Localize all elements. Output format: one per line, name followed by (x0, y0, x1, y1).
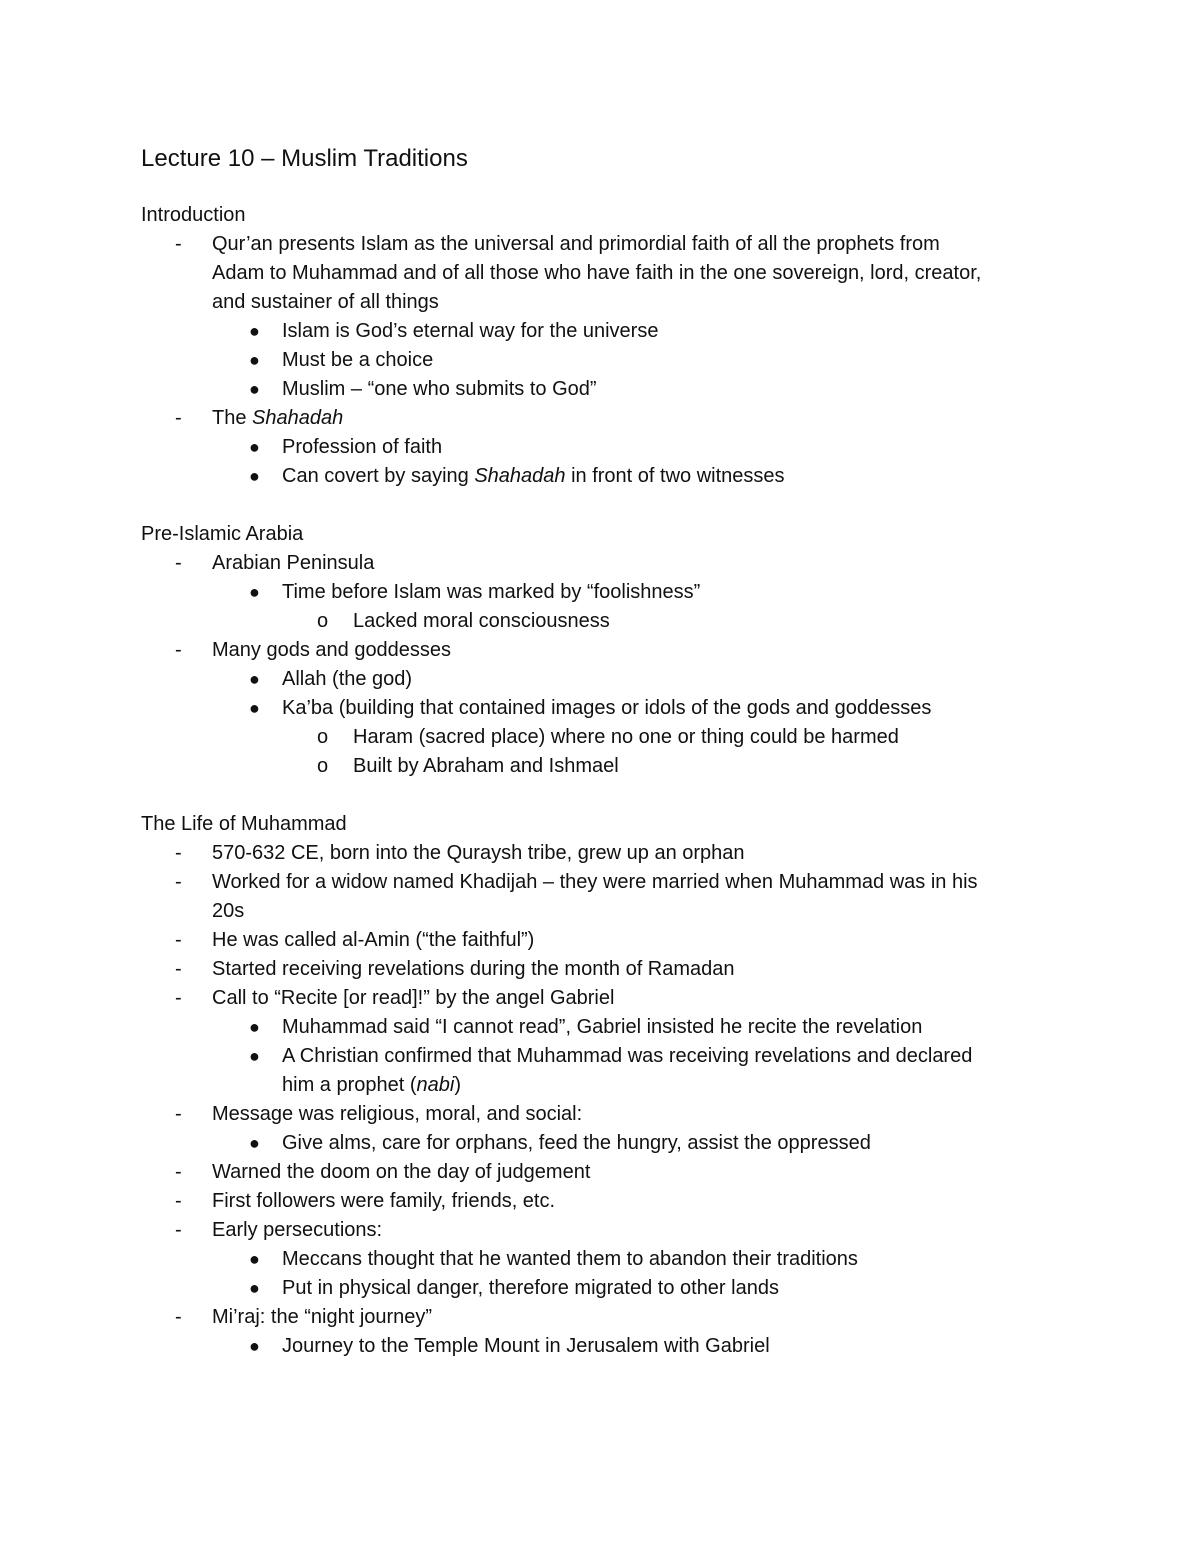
sub-list-item (141, 578, 1071, 607)
sub-list-item (141, 1274, 1071, 1303)
list-item (141, 955, 1071, 984)
line-text: Shahadah (474, 465, 566, 487)
bullet-marker: ● (249, 1278, 260, 1298)
list-item (141, 1216, 1071, 1245)
dash-marker: - (175, 1103, 182, 1125)
bullet-marker: ● (249, 1017, 260, 1037)
list-item (141, 868, 1071, 897)
line-text: Started receiving revelations during the month of Ramadan (212, 958, 735, 980)
list-item (141, 926, 1071, 955)
line-text: He was called al-Amin (“the faithful”) (212, 929, 535, 951)
circle-marker: o (317, 726, 329, 748)
section (141, 520, 1071, 781)
line-text: Worked for a widow named Khadijah – they were married when Muhammad was in his (212, 871, 978, 893)
line-text: nabi (416, 1074, 455, 1096)
line-text: Lacked moral consciousness (353, 610, 610, 632)
dash-marker: - (175, 1190, 182, 1212)
sub-list-item (141, 694, 1071, 723)
bullet-marker: ● (249, 1046, 260, 1066)
bullet-marker: ● (249, 379, 260, 399)
dash-marker: - (175, 639, 182, 661)
dash-marker: - (175, 552, 182, 574)
list-item (141, 1100, 1071, 1129)
line-text: in front of two witnesses (565, 465, 785, 487)
line-text: and sustainer of all things (212, 291, 439, 313)
list-item (141, 549, 1071, 578)
dash-marker: - (175, 871, 182, 893)
line-text: Many gods and goddesses (212, 639, 452, 661)
section (141, 810, 1071, 1361)
bullet-marker: ● (249, 1249, 260, 1269)
sub-list-item (141, 1071, 1071, 1100)
dash-marker: - (175, 233, 182, 255)
list-item (141, 897, 1071, 926)
line-text: Journey to the Temple Mount in Jerusalem with Gabriel (282, 1335, 770, 1357)
list-item (141, 984, 1071, 1013)
dash-marker: - (175, 1161, 182, 1183)
sub-list-item (141, 1042, 1071, 1071)
line-text: Haram (sacred place) where no one or thing could be harmed (353, 726, 899, 748)
line-text: 20s (212, 900, 245, 922)
line-text: Message was religious, moral, and social: (212, 1103, 583, 1125)
line-text: Mi’raj: the “night journey” (212, 1306, 433, 1328)
dash-marker: - (175, 1219, 182, 1241)
line-text: Put in physical danger, therefore migrated to other lands (282, 1277, 779, 1299)
sub-list-item (141, 462, 1071, 491)
list-item (141, 1303, 1071, 1332)
line-text: Arabian Peninsula (212, 552, 375, 574)
list-item (141, 259, 1071, 288)
line-text: Early persecutions: (212, 1219, 383, 1241)
document-page (141, 142, 1071, 1390)
line-text: Qur’an presents Islam as the universal and primordial faith of all the prophets from (212, 233, 940, 255)
sub-list-item (141, 433, 1071, 462)
dash-marker: - (175, 1306, 182, 1328)
sub-list-item (141, 1245, 1071, 1274)
sub-list-item (141, 665, 1071, 694)
line-text: Give alms, care for orphans, feed the hungry, assist the oppressed (282, 1132, 871, 1154)
section-heading: The Life of Muhammad (141, 813, 347, 835)
bullet-marker: ● (249, 1336, 260, 1356)
dash-marker: - (175, 407, 182, 429)
list-item (141, 839, 1071, 868)
dash-marker: - (175, 958, 182, 980)
line-text: 570-632 CE, born into the Quraysh tribe, grew up an orphan (212, 842, 745, 864)
line-text: Must be a choice (282, 349, 434, 371)
line-text: Adam to Muhammad and of all those who have faith in the one sovereign, lord, creator, (212, 262, 982, 284)
line-text: Time before Islam was marked by “foolishness” (282, 581, 701, 603)
sub-list-item (141, 723, 1071, 752)
line-text: ) (454, 1074, 461, 1096)
list-item (141, 230, 1071, 259)
line-text: Muslim – “one who submits to God” (282, 378, 597, 400)
circle-marker: o (317, 610, 329, 632)
line-text: Shahadah (252, 407, 344, 429)
bullet-marker: ● (249, 698, 260, 718)
sub-list-item (141, 346, 1071, 375)
bullet-marker: ● (249, 1133, 260, 1153)
sections-container (141, 201, 1071, 1361)
bullet-marker: ● (249, 350, 260, 370)
bullet-marker: ● (249, 582, 260, 602)
list-item (141, 1158, 1071, 1187)
circle-marker: o (317, 755, 329, 777)
section-heading: Introduction (141, 204, 246, 226)
line-text: Meccans thought that he wanted them to abandon their traditions (282, 1248, 858, 1270)
line-text: First followers were family, friends, etc. (212, 1190, 556, 1212)
sub-list-item (141, 1013, 1071, 1042)
dash-marker: - (175, 842, 182, 864)
list-item (141, 404, 1071, 433)
sub-list-item (141, 607, 1071, 636)
line-text: Can covert by saying (282, 465, 475, 487)
sub-list-item (141, 752, 1071, 781)
line-text: A Christian confirmed that Muhammad was receiving revelations and declared (282, 1045, 973, 1067)
list-item (141, 1187, 1071, 1216)
sub-list-item (141, 1332, 1071, 1361)
bullet-marker: ● (249, 669, 260, 689)
page-title: Lecture 10 – Muslim Traditions (141, 145, 468, 172)
dash-marker: - (175, 929, 182, 951)
dash-marker: - (175, 987, 182, 1009)
line-text: Built by Abraham and Ishmael (353, 755, 619, 777)
list-item (141, 288, 1071, 317)
line-text: Profession of faith (282, 436, 443, 458)
line-text: Call to “Recite [or read]!” by the angel Gabriel (212, 987, 615, 1009)
sub-list-item (141, 375, 1071, 404)
line-text: Muhammad said “I cannot read”, Gabriel insisted he recite the revelation (282, 1016, 923, 1038)
section (141, 201, 1071, 491)
line-text: him a prophet ( (282, 1074, 417, 1096)
list-item (141, 636, 1071, 665)
section-heading: Pre-Islamic Arabia (141, 523, 304, 545)
line-text: The (212, 407, 253, 429)
line-text: Allah (the god) (282, 668, 413, 690)
line-text: Ka’ba (building that contained images or idols of the gods and goddesses (282, 697, 932, 719)
sub-list-item (141, 317, 1071, 346)
sub-list-item (141, 1129, 1071, 1158)
line-text: Islam is God’s eternal way for the universe (282, 320, 659, 342)
bullet-marker: ● (249, 466, 260, 486)
bullet-marker: ● (249, 321, 260, 341)
bullet-marker: ● (249, 437, 260, 457)
line-text: Warned the doom on the day of judgement (212, 1161, 591, 1183)
